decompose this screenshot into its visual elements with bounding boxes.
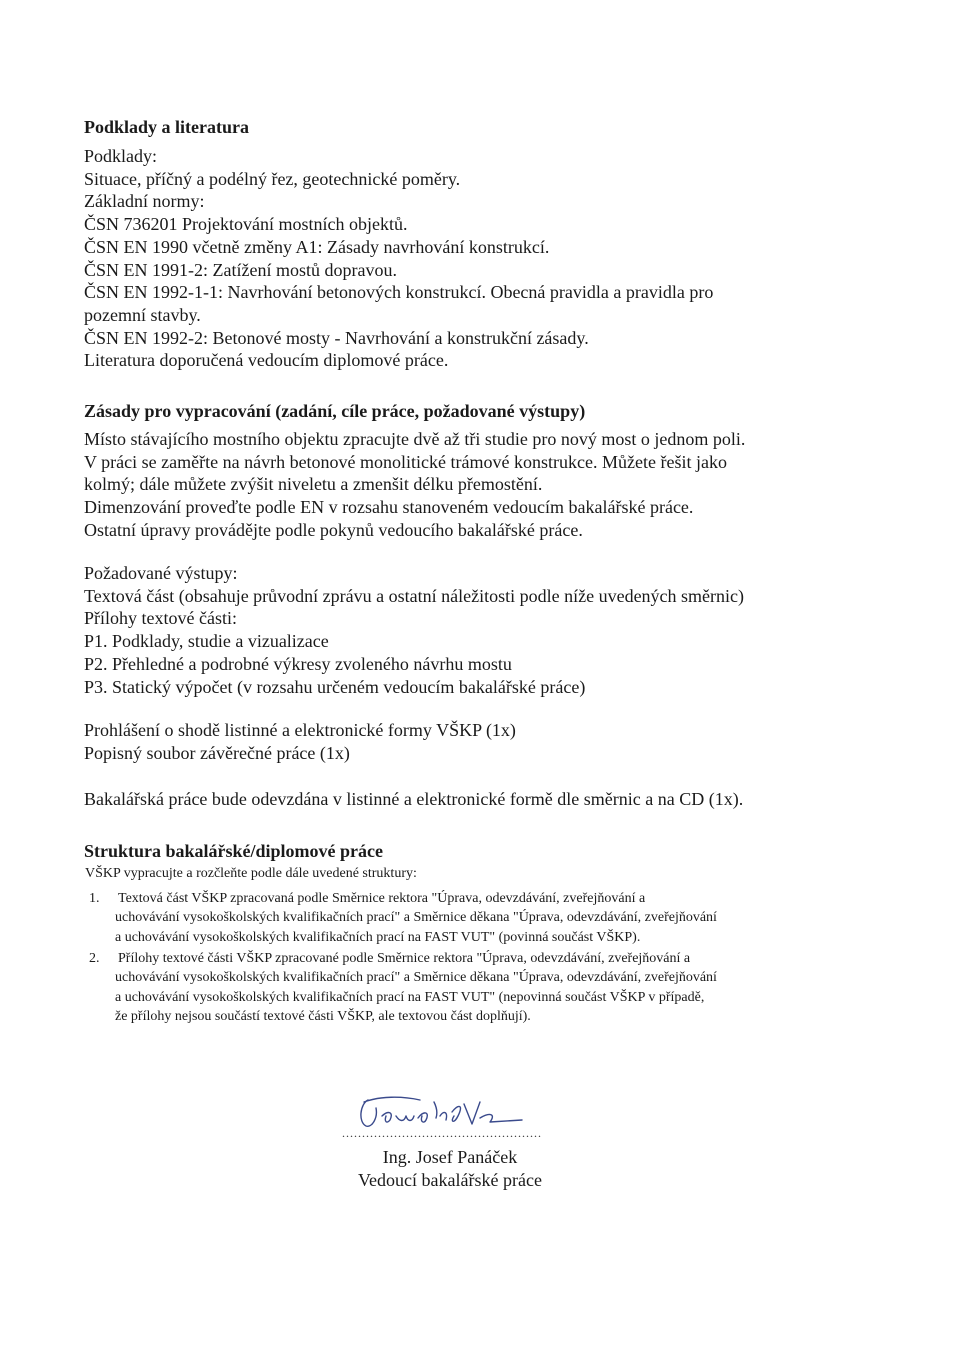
section-heading-zasady: Zásady pro vypracování (zadání, cíle práce, požadované výstupy)	[84, 401, 586, 421]
text-line: Přílohy textové části:	[84, 608, 237, 629]
prohlaseni-text-block	[84, 719, 516, 764]
text-line: P2. Přehledné a podrobné výkresy zvoleného návrhu mostu	[84, 653, 512, 674]
text-line: Podklady:	[84, 146, 158, 166]
text-line: P1. Podklady, studie a vizualizace	[84, 631, 329, 652]
text-line: ČSN EN 1992-2: Betonové mosty - Navrhování a konstrukční zásady.	[84, 327, 589, 348]
text-line: Bakalářská práce bude odevzdána v listinné a elektronické formě dle směrnic a na CD (1x).	[84, 789, 744, 809]
section-heading-struktura: Struktura bakalářské/diplomové práce	[84, 841, 384, 861]
odevzdani-text-block	[84, 788, 743, 811]
text-line: Prohlášení o shodě listinné a elektronické formy VŠKP (1x)	[84, 720, 516, 740]
text-line: Textová část VŠKP zpracovaná podle Směrnice rektora "Úprava, odevzdávání, zveřejňování a	[118, 891, 646, 906]
text-line: a uchovávání vysokoškolských kvalifikačních prací na FAST VUT" (nepovinná součást VŠKP v případě,	[115, 989, 705, 1005]
struktura-intro: VŠKP vypracujte a rozčleňte podle dále uvedené struktury:	[85, 866, 417, 881]
text-line: Přílohy textové části VŠKP zpracované podle Směrnice rektora "Úprava, odevzdávání, zveřejňování a	[118, 951, 691, 966]
text-line: Situace, příčný a podélný řez, geotechnické poměry.	[84, 168, 461, 189]
text-line: Základní normy:	[84, 191, 205, 212]
signatory-name: Ing. Josef Panáček	[382, 1147, 518, 1167]
text-line: ČSN 736201 Projektování mostních objektů.	[84, 214, 408, 235]
text-line: kolmý; dále můžete zvýšit niveletu a zmenšit délku přemostění.	[84, 474, 543, 495]
section-heading-podklady: Podklady a literatura	[84, 117, 249, 137]
signatory-role: Vedoucí bakalářské práce	[358, 1170, 542, 1190]
zasady-text-block	[84, 428, 745, 542]
text-line: ČSN EN 1991-2: Zatížení mostů dopravou.	[84, 259, 397, 280]
text-line: ČSN EN 1990 včetně změny A1: Zásady navrhování konstrukcí.	[84, 236, 550, 257]
text-line: Popisný soubor závěrečné práce (1x)	[84, 742, 350, 763]
text-line: Místo stávajícího mostního objektu zpracujte dvě až tři studie pro nový most o jednom poli.	[84, 429, 746, 449]
text-line: Dimenzování proveďte podle EN v rozsahu stanoveném vedoucím bakalářské práce.	[84, 497, 694, 518]
podklady-text-block	[84, 145, 713, 372]
signature-dotted-line: ..................................................	[342, 1126, 542, 1140]
text-line: Ostatní úpravy provádějte podle pokynů vedoucího bakalářské práce.	[84, 519, 583, 540]
text-line: uchovávání vysokoškolských kvalifikačních prací" a Směrnice děkana "Úprava, odevzdávání, zveřejňování	[115, 970, 717, 986]
text-line: Textová část (obsahuje průvodní zprávu a ostatní náležitosti podle níže uvedených směrnic)	[84, 585, 745, 606]
item-number: 1.	[89, 891, 100, 906]
item-number: 2.	[89, 951, 100, 966]
text-line: V práci se zaměřte na návrh betonové monolitické trámové konstrukce. Můžete řešit jako	[84, 451, 727, 472]
text-line: uchovávání vysokoškolských kvalifikačních prací" a Směrnice děkana "Úprava, odevzdávání, zveřejňování	[115, 910, 717, 926]
vystupy-text-block	[84, 562, 744, 698]
text-line: Požadované výstupy:	[84, 563, 238, 583]
text-line: a uchovávání vysokoškolských kvalifikačních prací na FAST VUT" (povinná součást VŠKP).	[115, 929, 641, 945]
text-line: ČSN EN 1992-1-1: Navrhování betonových konstrukcí. Obecná pravidla a pravidla pro	[84, 282, 714, 303]
text-line: pozemní stavby.	[84, 304, 201, 325]
text-line: že přílohy nejsou součástí textové části VŠKP, ale textovou část doplňují).	[115, 1009, 531, 1025]
text-line: Literatura doporučená vedoucím diplomové práce.	[84, 350, 449, 371]
text-line: P3. Statický výpočet (v rozsahu určeném vedoucím bakalářské práce)	[84, 676, 586, 697]
